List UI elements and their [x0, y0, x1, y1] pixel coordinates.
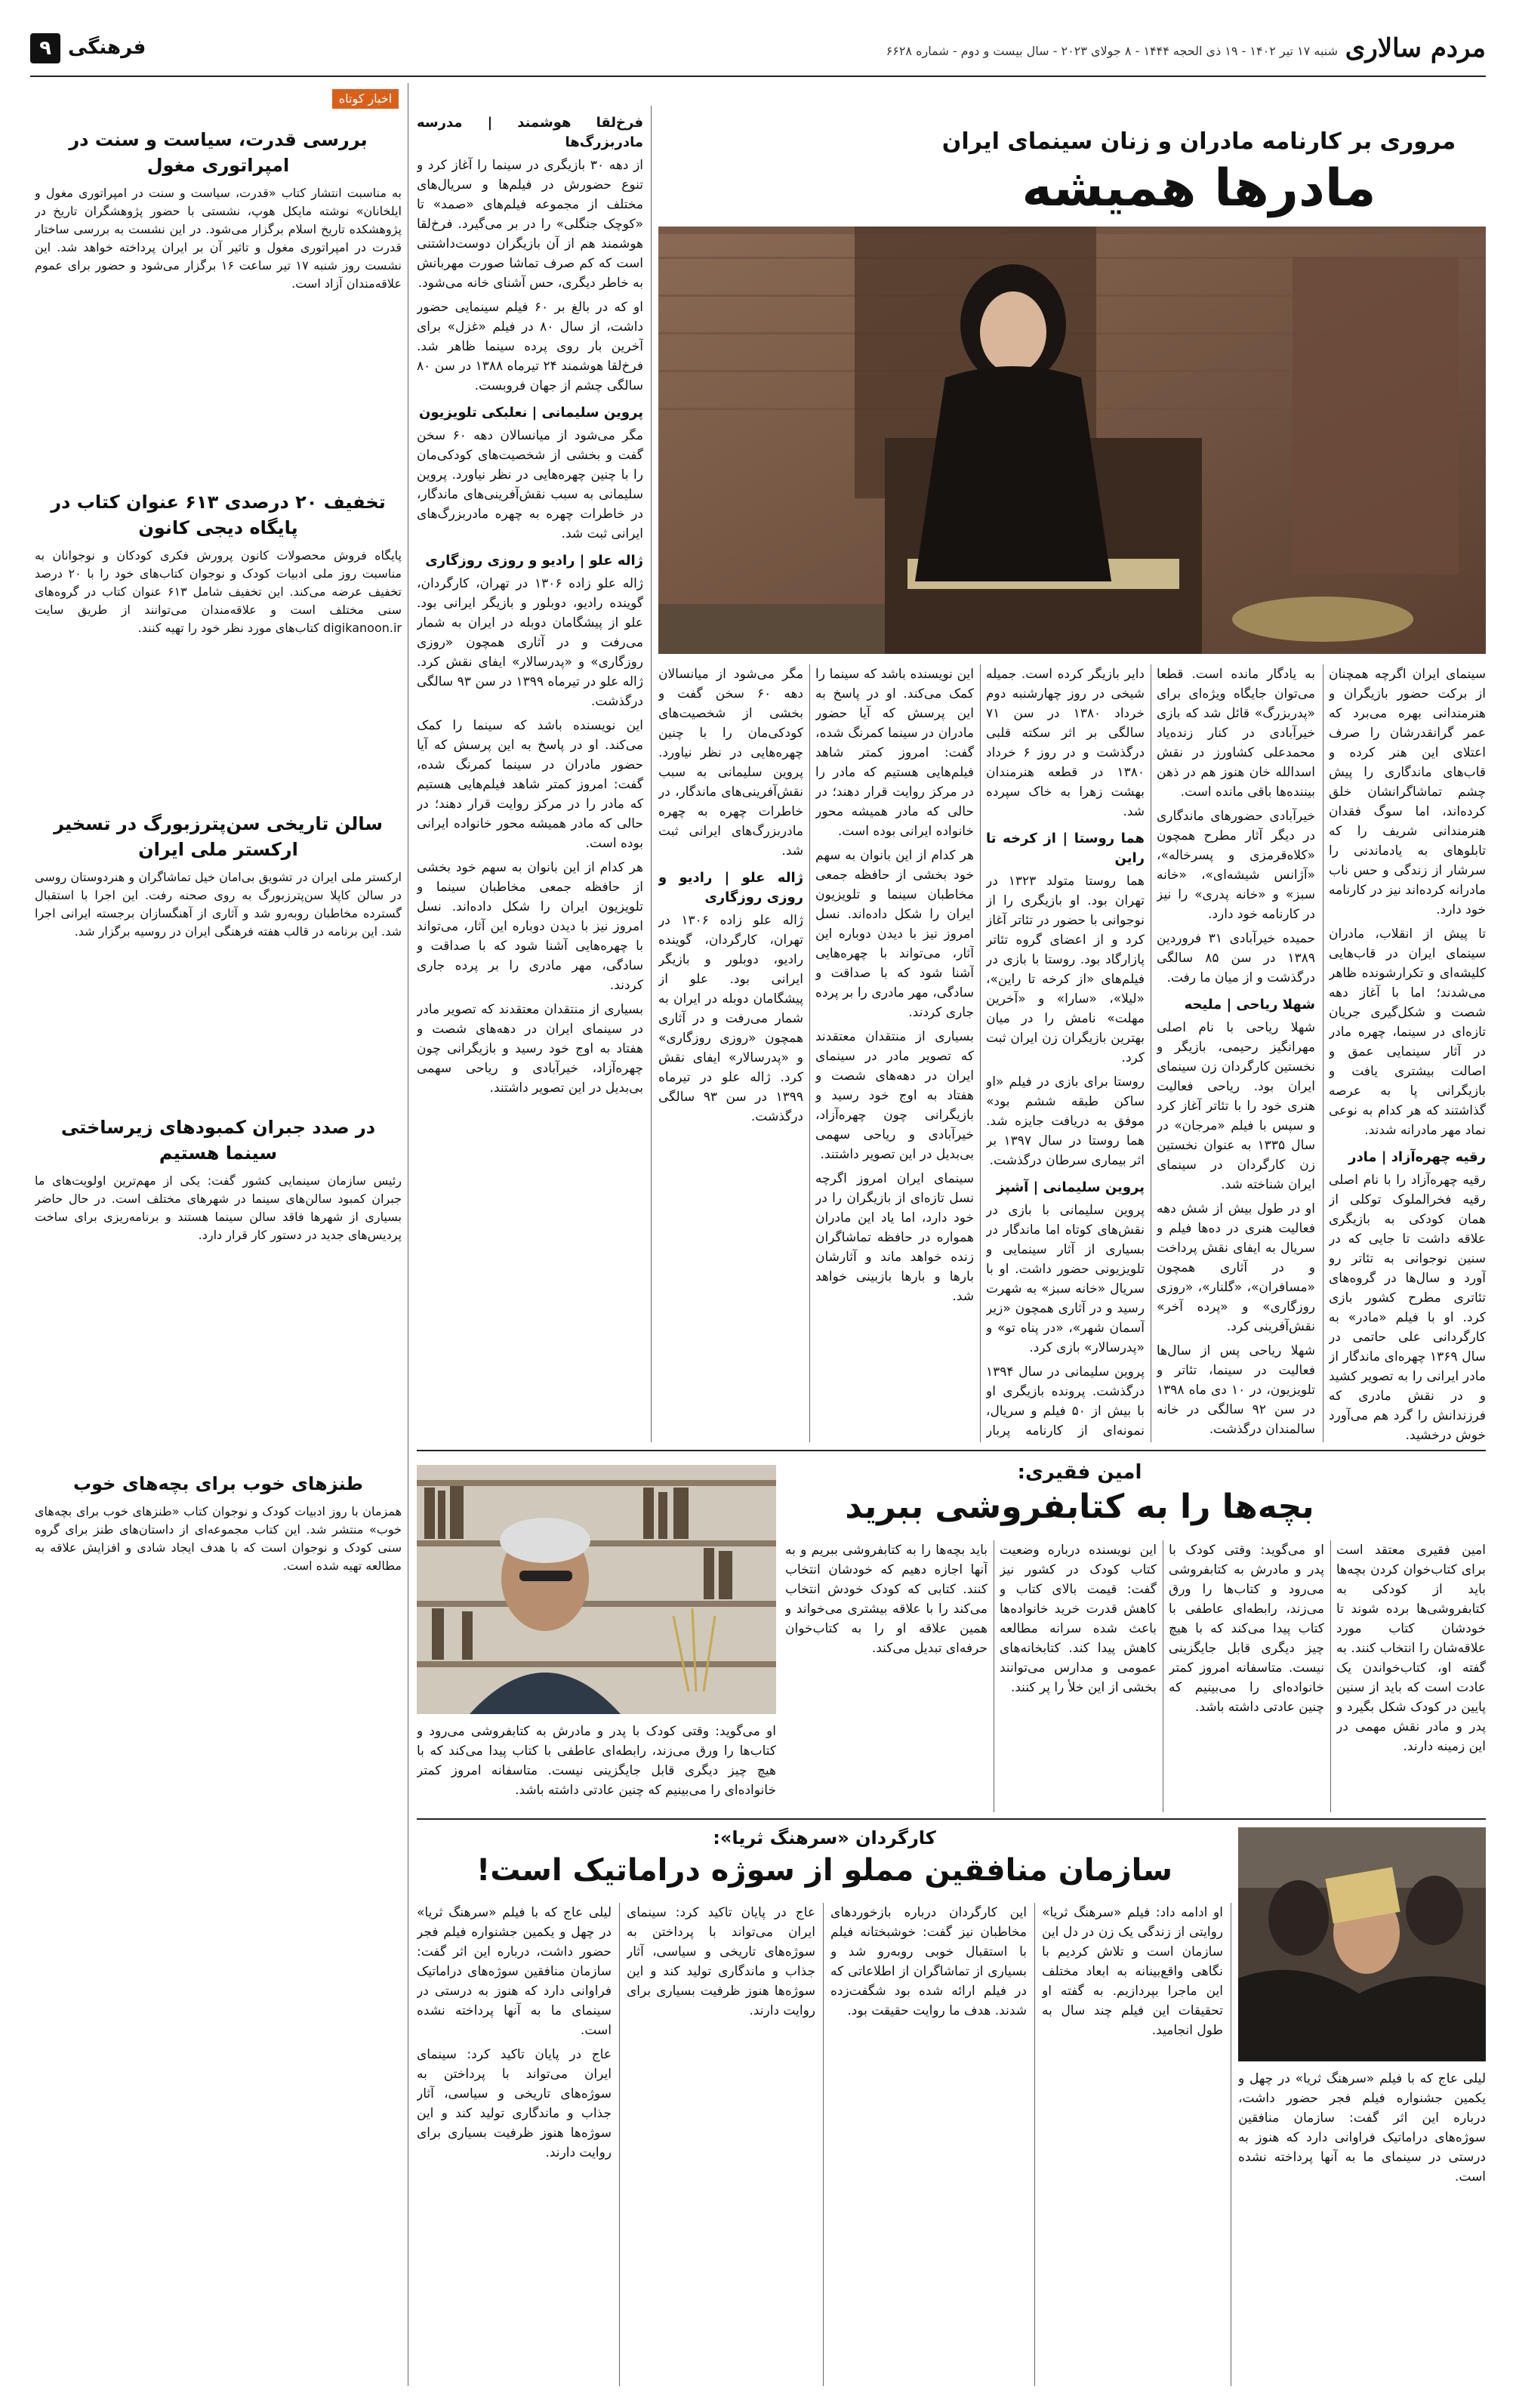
lead-column-5 [658, 664, 803, 1442]
paragraph: امین فقیری معتقد است برای کتاب‌خوان کردن بچه‌ها باید از کودکی به کتابفروشی‌ها برده شوند تا خودشان کتاب مورد علاقه‌شان را انتخاب کنند. به گفته او، کتاب‌خواندن یک عادت است که باید از سنین پایین در کودک شکل بگیرد و پدر و مادر نقش مهمی در این زمینه دارند. [1336, 1543, 1486, 1754]
portrait-image [658, 227, 1486, 654]
paragraph: هما روستا متولد ۱۳۲۳ در تهران بود. او بازیگری را از نوجوانی با حضور در تئاتر آغاز کرد و از اعضای گروه تئاتر پازارگاد بود. روستا با بازی در فیلم‌های «از کرخه تا راین»، «لیلا»، «سارا» و «آخرین مهلت» نامش را در میان بهترین بازیگران زن ایران ثبت کرد. [986, 874, 1145, 1065]
interview-column-1 [1336, 1540, 1486, 1812]
subhead: هما روستا | از کرخه تا راین [986, 831, 1145, 866]
paragraph: عاج در پایان تاکید کرد: سینمای ایران می‌تواند با پرداختن به سوژه‌های تاریخی و سیاسی، آثار جذاب و ماندگاری تولید کند و این سوژه‌ها هنوز ظرفیت بسیاری برای روایت دارند. [627, 1905, 815, 2018]
lead-photo [658, 227, 1486, 654]
paragraph: به یادگار مانده است. قطعا می‌توان جایگاه ویژه‌ای برای «پدربزرگ» قائل شد که بازی خیرآبادی در کنار زنده‌یاد محمدعلی کشاورز در نقش اسدالله خان هنوز هم در ذهن بیننده‌ها باقی مانده است. [1157, 667, 1315, 800]
film-column-5 [417, 1903, 612, 2386]
column-divider [651, 106, 652, 1442]
paragraph: این نویسنده درباره وضعیت کتاب کودک در کشور نیز گفت: قیمت بالای کتاب و کاهش قدرت خرید خانواده‌ها باعث شده سرانه مطالعه کاهش پیدا کند. کتابخانه‌های عمومی و مدارس می‌توانند بخشی از این خلأ را پر کنند. [1000, 1543, 1157, 1695]
paragraph: هر کدام از این بانوان به سهم خود بخشی از حافظه جمعی مخاطبان سینما و تلویزیون ایران را شکل داده‌اند. نسل امروز نیز با دیدن دوباره این آثار، می‌تواند با چهره‌هایی آشنا شود که با صداقت و سادگی، مهر مادری را بر پرده جاری کردند. [815, 848, 974, 1020]
paragraph: شهلا ریاحی پس از سال‌ها فعالیت در سینما، تئاتر و تلویزیون، در ۱۰ دی ماه ۱۳۹۸ در سن ۹۲ سالگی در خانه سالمندان درگذشت. [1157, 1343, 1315, 1437]
page-number: ۹ [39, 37, 51, 60]
author-portrait-image [417, 1465, 776, 1714]
paragraph: سینمای ایران امروز اگرچه نسل تازه‌ای از بازیگران را در خود دارد، اما یاد این مادران همواره در حافظه تماشاگران زنده خواهد ماند و آثارشان بارها و بارها بازبینی خواهد شد. [815, 1171, 974, 1304]
brief-body: به مناسبت انتشار کتاب «قدرت، سیاست و سنت در امپراتوری مغول و ایلخانان» نوشته مایکل هوپ، نشستی با حضور پژوهشگران تاریخ در پژوهشکده تاریخ اسلام برگزار می‌شود. در این نشست به بررسی ساختار قدرت در امپراتوری مغول و تاثیر آن بر ایران پرداخته خواهد شد. این نشست روز شنبه ۱۷ تیر ساعت ۱۶ برگزار می‌شود و حضور برای عموم علاقه‌مندان آزاد است. [35, 186, 402, 291]
paragraph: این نویسنده باشد که سینما را کمک می‌کند. او در پاسخ به این پرسش که آیا حضور مادران در سینما کمرنگ شده، گفت: امروز کمتر شاهد فیلم‌هایی هستیم که مادر را در مرکز روایت قرار دهند؛ در حالی که مادر همیشه محور خانواده ایرانی بوده است. [815, 667, 974, 839]
masthead-rule [30, 76, 1486, 77]
brief-title: بررسی قدرت، سیاست و سنت در امپراتوری مغول [69, 129, 368, 176]
brief-item [35, 489, 402, 637]
lead-column-4 [815, 664, 974, 1442]
interview-kicker: امین فقیری: [1017, 1461, 1142, 1484]
brief-title: تخفیف ۲۰ درصدی ۶۱۳ عنوان کتاب در پایگاه دیجی کانون [51, 492, 386, 538]
lead-kicker: مروری بر کارنامه مادران و زنان سینمای ایران [941, 128, 1456, 155]
paragraph: خیرآبادی حضورهای ماندگاری در دیگر آثار مطرح همچون «کلاه‌قرمزی و پسرخاله»، «آژانس شیشه‌ای»، «خانه سبز» و «خانه پدری» را نیز در کارنامه خود دارد. [1157, 809, 1315, 922]
lead-headline: مادرها همیشه [1021, 159, 1376, 218]
subhead: پروین سلیمانی | نعلبکی تلویزیون [419, 405, 643, 421]
column-divider [823, 1903, 824, 2386]
paragraph: او که در بالغ بر ۶۰ فیلم سینمایی حضور داشت، از سال ۸۰ در فیلم «غزل» برای آخرین بار روی پرده سینما ظاهر شد. فرخ‌لقا هوشمند ۲۴ تیرماه ۱۳۸۸ در سن ۸۰ سالگی چشم از جهان فروبست. [417, 300, 643, 393]
paragraph: تا پیش از انقلاب، مادران سینمای ایران در قاب‌هایی کلیشه‌ای و تکرارشونده ظاهر می‌شدند؛ اما با آغاز دهه شصت و شکل‌گیری جریان تازه‌ای در سینما، چهره مادر در آثار سینمایی عمق و اصالت بیشتری یافت و بازیگرانی پا به عرصه گذاشتند که هر کدام به نوعی نماد مهر مادرانه شدند. [1329, 927, 1486, 1138]
date-line: شنبه ۱۷ تیر ۱۴۰۲ - ۱۹ ذی الحجه ۱۴۴۴ - ۸ جولای ۲۰۲۳ - سال بیست و دوم - شماره ۶۶۲۸ [886, 44, 1338, 58]
brief-body: ارکستر ملی ایران در تشویق بی‌امان خیل تماشاگران و هنردوستان روسی در سالن کاپلا سن‌پترزبورگ به روی صحنه رفت. این اجرا با استقبال گسترده مخاطبان روبه‌رو شد و آثاری از آهنگسازان برجسته ایرانی اجرا شد. این برنامه در قالب هفته فرهنگی ایران در روسیه برگزار شد. [35, 870, 402, 939]
section-divider [417, 1450, 1486, 1451]
film-photo [1238, 1827, 1486, 2061]
film-headline: سازمان منافقین مملو از سوژه دراماتیک است! [476, 1853, 1173, 1888]
interview-column-2 [1169, 1540, 1324, 1812]
paragraph: او ادامه داد: فیلم «سرهنگ ثریا» روایتی از زندگی یک زن در دل این سازمان است و تلاش کردیم با نگاهی واقع‌بینانه به ابعاد مختلف این ماجرا بپردازیم. به گفته او تحقیقات این فیلم چند سال به طول انجامید. [1042, 1905, 1223, 2038]
paragraph: پروین سلیمانی در سال ۱۳۹۴ درگذشت. پرونده بازیگری او با بیش از ۵۰ فیلم و سریال، نمونه‌ای از کارنامه پربار [986, 1364, 1145, 1438]
column-divider [619, 1903, 620, 2386]
newspaper-logo: مردم سالاری [1345, 33, 1486, 63]
subhead: ژاله علو | رادیو و روزی روزگاری [658, 870, 803, 905]
paragraph: شهلا ریاحی با نام اصلی مهرانگیز رحیمی، بازیگر و نخستین کارگردان زن سینمای ایران بود. ریاحی فعالیت هنری خود را با تئاتر آغاز کرد و سپس با فیلم «مرجان» در سال ۱۳۳۵ به عنوان نخستین زن کارگردان در سینمای ایران شناخته شد. [1157, 1020, 1315, 1192]
paragraph: ژاله علو زاده ۱۳۰۶ در تهران، کارگردان، گوینده رادیو، دوبلور و بازیگر ایرانی بود. علو از پیشگامان دوبله در ایران به شمار می‌رفت و در آثاری همچون «روزی روزگاری» و «پدرسالار» ایفای نقش کرد. ژاله علو در تیرماه ۱۳۹۹ در سن ۹۳ سالگی درگذشت. [417, 576, 643, 709]
paragraph: هر کدام از این بانوان به سهم خود بخشی از حافظه جمعی مخاطبان سینما و تلویزیون ایران را شکل داده‌اند. نسل امروز نیز با دیدن دوباره این آثار، می‌تواند با چهره‌هایی آشنا شود که با صداقت و سادگی، مهر مادری را بر پرده جاری کردند. [417, 860, 643, 993]
paragraph: دایر بازیگر کرده است. جمیله شیخی در روز چهارشنبه دوم خرداد ۱۳۸۰ در سن ۷۱ سالگی بر اثر سکته قلبی درگذشت و در روز ۶ خرداد ۱۳۸۰ در قطعه هنرمندان بهشت زهرا به خاک سپرده شد. [986, 667, 1145, 819]
briefs-label [332, 89, 399, 109]
paragraph: مگر می‌شود از میانسالان دهه ۶۰ سخن گفت و بخشی از شخصیت‌های کودکی‌مان را با چنین چهره‌هایی در نظر نیاورد. پروین سلیمانی به سبب نقش‌آفرینی‌های ماندگار، در خاطرات چهره به چهره مادربزرگ‌های ایرانی ثبت شد. [417, 428, 643, 541]
column-divider [1330, 1540, 1331, 1812]
film-kicker: کارگردان «سرهنگ ثریا»: [713, 1827, 936, 1848]
brief-item [35, 127, 402, 293]
lead-column-1 [1329, 664, 1486, 1442]
column-divider [809, 664, 810, 1442]
paragraph: از دهه ۳۰ بازیگری در سینما را آغاز کرد و تنوع حضورش در فیلم‌ها و سریال‌های مختلف از مجموعه فیلم‌های «صمد» تا «کوچک جنگلی» را در بر می‌گیرد. فرخ‌لقا هوشمند هم از آن بازیگران دوست‌داشتنی است که کم صرف تماشا صورت مهربانش به خاطر دیگری، حس آشنای خانه می‌شود. [417, 158, 643, 291]
lead-column-3 [986, 664, 1145, 1442]
paragraph: این کارگردان درباره بازخوردهای مخاطبان نیز گفت: خوشبختانه فیلم با استقبال خوبی روبه‌رو شد و بسیاری از تماشاگران از اطلاعاتی که در فیلم ارائه شده بود شگفت‌زده شدند. هدف ما روایت حقیقت بود. [830, 1905, 1027, 2018]
brief-body: پایگاه فروش محصولات کانون پرورش فکری کودکان و نوجوانان به مناسبت روز ملی ادبیات کودک و نوجوان کتاب‌های خود را با ۲۰ درصد تخفیف عرضه می‌کند. این تخفیف شامل ۶۱۳ عنوان کتاب در گروه‌های سنی مختلف است و علاقه‌مندان می‌توانند از طریق سایت digikanoon.ir کتاب‌های مورد نظر خود را تهیه کنند. [35, 548, 402, 635]
paragraph: سینمای ایران اگرچه همچنان از برکت حضور بازیگران و هنرمندانی بهره می‌برد که عمر گرانقدرشان را صرف اعتلای این هنر کرده و قاب‌های ماندگاری را پیش چشم تماشاگرانشان خلق کرده‌اند، اما سوگ فقدان هنرمندانی شریف را که تابلوهای به یادماندنی را سرشار از زندگی و حس ناب مادرانه کرده‌اند نیز در کارنامه خود دارد. [1329, 667, 1486, 917]
subhead: فرخ‌لقا هوشمند | مدرسه مادربزرگ‌ها [417, 115, 643, 150]
interview-headline: بچه‌ها را به کتابفروشی ببرید [845, 1488, 1314, 1526]
brief-item [35, 811, 402, 941]
film-column-2 [1042, 1903, 1223, 2386]
film-still-image [1238, 1827, 1486, 2061]
paragraph: این نویسنده باشد که سینما را کمک می‌کند. او در پاسخ به این پرسش که آیا حضور مادران در سینما کمرنگ شده، گفت: امروز کمتر شاهد فیلم‌هایی هستیم که مادر را در مرکز روایت قرار دهند؛ در حالی که مادر همیشه محور خانواده ایرانی بوده است. [417, 718, 643, 851]
paragraph: عاج در پایان تاکید کرد: سینمای ایران می‌تواند با پرداختن به سوژه‌های تاریخی و سیاسی، آثار جذاب و ماندگاری تولید کند و این سوژه‌ها هنوز ظرفیت بسیاری برای روایت دارند. [417, 2047, 612, 2160]
paragraph: بسیاری از منتقدان معتقدند که تصویر مادر در سینمای ایران در دهه‌های شصت و هفتاد به اوج خود رسید و بازیگرانی چون چهره‌آزاد، خیرآبادی و ریاحی سهمی بی‌بدیل در این تصویر داشتند. [417, 1002, 643, 1096]
paragraph: باید بچه‌ها را به کتابفروشی ببریم و به آنها اجازه دهیم که خودشان انتخاب کنند. کتابی که کودک خودش انتخاب می‌کند را با علاقه بیشتری می‌خواند و همین علاقه او را به کتاب‌خوان حرفه‌ای تبدیل می‌کند. [785, 1543, 988, 1656]
briefs-label-text: اخبار کوتاه [338, 91, 393, 106]
subhead: ژاله علو | رادیو و روزی روزگاری [425, 553, 643, 569]
interview-column-5 [417, 1722, 776, 1812]
brief-item [35, 1471, 402, 1575]
masthead [30, 33, 1486, 71]
paragraph: حمیده خیرآبادی ۳۱ فروردین ۱۳۸۹ در سن ۸۵ سالگی درگذشت و از میان ما رفت. [1157, 931, 1315, 985]
section-name: فرهنگی [68, 36, 146, 59]
paragraph: روستا برای بازی در فیلم «او ساکن طبقه ششم بود» موفق به دریافت جایزه شد. هما روستا در سال ۱۳۹۷ بر اثر بیماری سرطان درگذشت. [986, 1075, 1145, 1168]
paragraph: پروین سلیمانی با بازی در نقش‌های کوتاه اما ماندگار در بسیاری از آثار سینمایی و تلویزیونی حضور داشت. او با سریال «خانه سبز» به شهرت رسید و در آثاری همچون «زیر آسمان شهر»، «در پناه تو» و «پدرسالار» بازی کرد. [986, 1203, 1145, 1355]
film-column-4 [627, 1903, 815, 2386]
briefs-column [35, 113, 402, 2379]
paragraph: لیلی عاج که با فیلم «سرهنگ ثریا» در چهل و یکمین جشنواره فیلم فجر حضور داشت، درباره این اثر گفت: سازمان منافقین سوژه‌های دراماتیک فراوانی دارد که هنوز به درستی در سینمای ما به آنها پرداخته نشده است. [1238, 2071, 1486, 2184]
interview-column-4 [785, 1540, 988, 1812]
interview-column-3 [1000, 1540, 1157, 1812]
lead-column-6 [417, 106, 643, 1442]
interview-photo [417, 1465, 776, 1714]
subhead: رقیه چهره‌آزاد | مادر [1348, 1149, 1486, 1165]
paragraph: او می‌گوید: وقتی کودک با پدر و مادرش به کتابفروشی می‌رود و کتاب‌ها را ورق می‌زند، رابطه‌ای عاطفی با کتاب پیدا می‌کند که با هیچ چیز دیگری قابل جایگزینی نیست. متاسفانه امروز کمتر خانواده‌ای را می‌بینیم که چنین عادتی داشته باشد. [1169, 1543, 1324, 1715]
brief-item [35, 1115, 402, 1244]
paragraph: او می‌گوید: وقتی کودک با پدر و مادرش به کتابفروشی می‌رود و کتاب‌ها را ورق می‌زند، رابطه‌ای عاطفی با کتاب پیدا می‌کند که با هیچ چیز دیگری قابل جایگزینی نیست. متاسفانه امروز کمتر خانواده‌ای را می‌بینیم که چنین عادتی داشته باشد. [417, 1724, 776, 1798]
paragraph: ژاله علو زاده ۱۳۰۶ در تهران، کارگردان، گوینده رادیو، دوبلور و بازیگر ایرانی بود. علو از پیشگامان دوبله در ایران به شمار می‌رفت و در آثاری همچون «روزی روزگاری» و «پدرسالار» ایفای نقش کرد. ژاله علو در تیرماه ۱۳۹۹ در سن ۹۳ سالگی درگذشت. [658, 913, 803, 1124]
lead-column-2 [1157, 664, 1315, 1442]
brief-title: در صدد جبران کمبودهای زیرساختی سینما هستیم [60, 1117, 376, 1164]
brief-title: سالن تاریخی سن‌پترزبورگ در تسخیر ارکستر ملی ایران [54, 813, 383, 860]
brief-body: همزمان با روز ادبیات کودک و نوجوان کتاب «طنزهای خوب برای بچه‌های خوب» منتشر شد. این کتاب مجموعه‌ای از داستان‌های طنز برای گروه سنی کودک و نوجوان است که با هدف ایجاد شادی و افزایش علاقه به مطالعه تهیه شده است. [35, 1504, 402, 1573]
column-divider [1034, 1903, 1035, 2386]
page-number-badge [30, 33, 60, 63]
paragraph: لیلی عاج که با فیلم «سرهنگ ثریا» در چهل و یکمین جشنواره فیلم فجر حضور داشت، درباره این اثر گفت: سازمان منافقین سوژه‌های دراماتیک فراوانی دارد که هنوز به درستی در سینمای ما به آنها پرداخته نشده است. [417, 1905, 612, 2038]
paragraph: او در طول بیش از شش دهه فعالیت هنری در ده‌ها فیلم و سریال به ایفای نقش پرداخت و در آثاری همچون «مسافران»، «گلنار»، «روزی روزگاری» و «پرده آخر» نقش‌آفرینی کرد. [1157, 1201, 1315, 1334]
paragraph: مگر می‌شود از میانسالان دهه ۶۰ سخن گفت و بخشی از شخصیت‌های کودکی‌مان را با چنین چهره‌هایی در نظر نیاورد. پروین سلیمانی به سبب نقش‌آفرینی‌های ماندگار، در خاطرات چهره به چهره مادربزرگ‌های ایرانی ثبت شد. [658, 667, 803, 859]
section-divider [417, 1818, 1486, 1820]
column-divider [980, 664, 981, 1442]
paragraph: بسیاری از منتقدان معتقدند که تصویر مادر در سینمای ایران در دهه‌های شصت و هفتاد به اوج خود رسید و بازیگرانی چون چهره‌آزاد، خیرآبادی و ریاحی سهمی بی‌بدیل در این تصویر داشتند. [815, 1029, 974, 1162]
subhead: پروین سلیمانی | آشپز [996, 1179, 1145, 1195]
film-column-3 [830, 1903, 1027, 2386]
brief-title: طنزهای خوب برای بچه‌های خوب [73, 1473, 363, 1494]
subhead: شهلا ریاحی | ملیحه [1184, 997, 1315, 1013]
brief-body: رئیس سازمان سینمایی کشور گفت: یکی از مهم‌ترین اولویت‌های ما جبران کمبود سالن‌های سینما در شهرهای مختلف است. در حال حاضر بسیاری از شهرها فاقد سالن سینما هستند و برنامه‌ریزی برای ساخت پردیس‌های جدید در دستور کار قرار دارد. [35, 1173, 402, 1242]
paragraph: رقیه چهره‌آزاد را با نام اصلی رقیه فخرالملوک توکلی از همان کودکی به بازیگری علاقه داشت تا جایی که در سنین نوجوانی به تئاتر رو آورد و سال‌ها در گروه‌های تئاتری مطرح کشور بازی کرد. او با فیلم «مادر» به کارگردانی علی حاتمی در سال ۱۳۶۹ چهره‌ای ماندگار از مادر ایرانی را به تصویر کشید و در نقش مادری که فرزندانش را گرد هم می‌آورد خوش درخشید. [1329, 1173, 1486, 1442]
film-column-1 [1238, 2069, 1486, 2386]
